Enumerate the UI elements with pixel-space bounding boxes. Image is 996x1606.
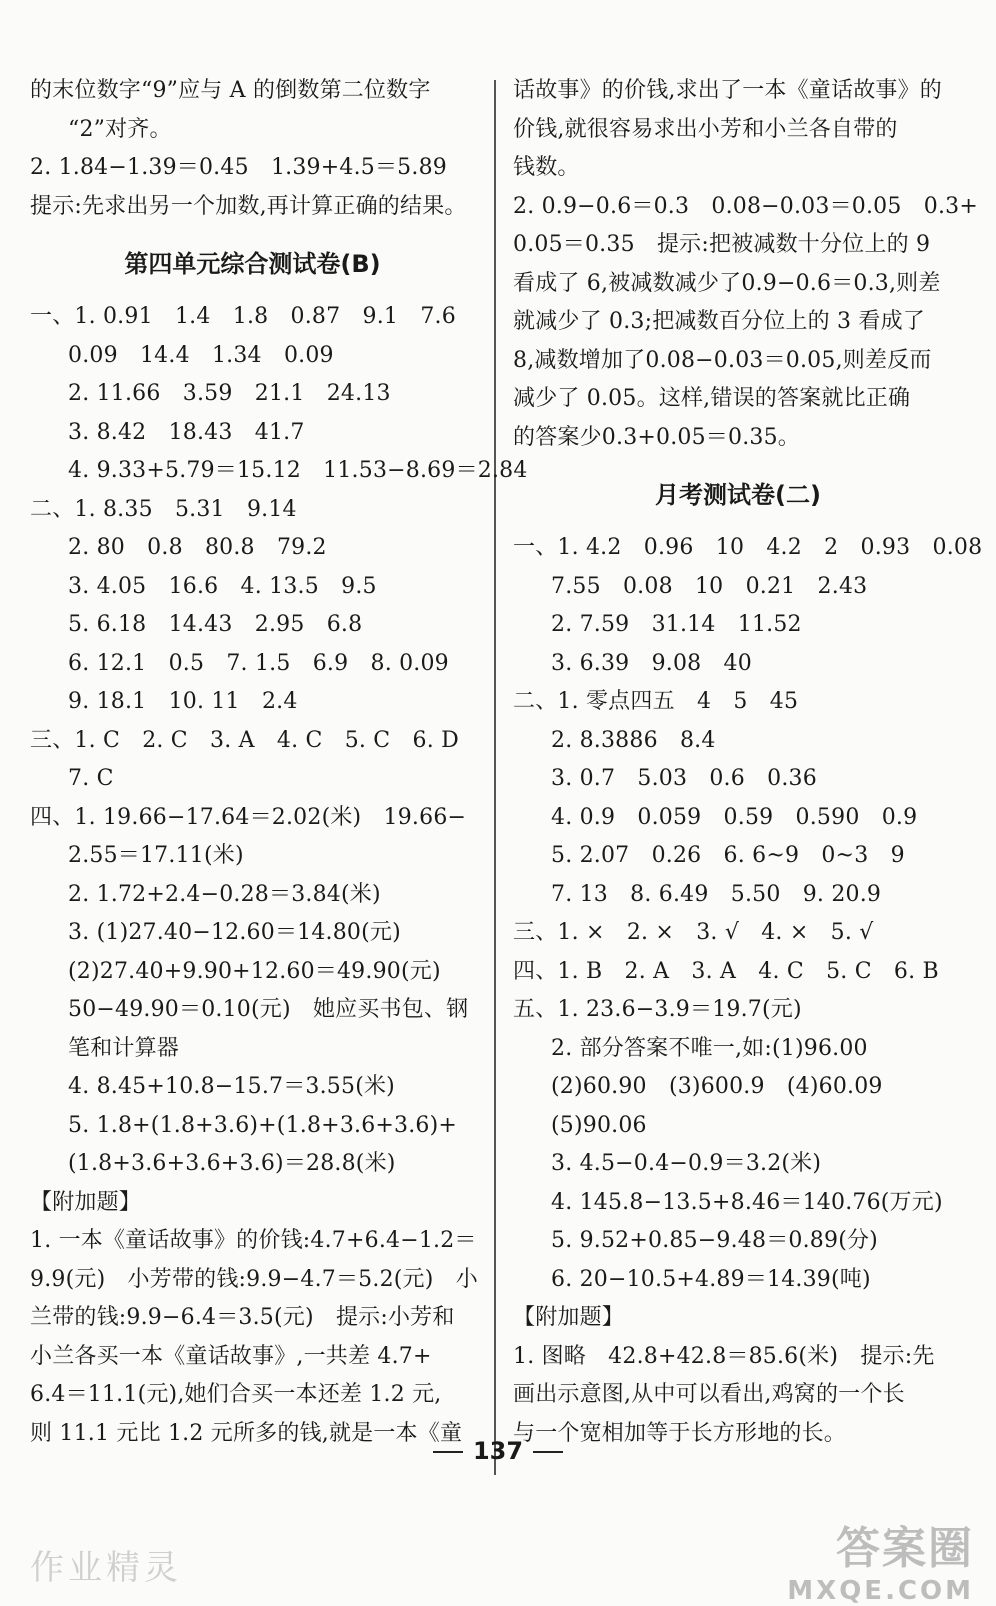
text-line: 4. 145.8−13.5+8.46＝140.76(万元) <box>551 1189 943 1215</box>
text-line: 四、1. B 2. A 3. A 4. C 5. C 6. B <box>513 958 939 984</box>
text-line: 0.09 14.4 1.34 0.09 <box>68 342 334 368</box>
watermark-bottom-right <box>787 1512 974 1606</box>
text-line: 2. 1.72+2.4−0.28＝3.84(米) <box>68 881 381 907</box>
text-line: 8,减数增加了0.08−0.03＝0.05,则差反而 <box>513 347 932 373</box>
text-line: 三、1. × 2. × 3. √ 4. × 5. √ <box>513 920 874 945</box>
text-line: 2. 1.84−1.39＝0.45 1.39+4.5＝5.89 <box>30 155 447 180</box>
page-number-dash <box>433 1451 463 1453</box>
text-line: 价钱,就很容易求出小芳和小兰各自带的 <box>513 116 898 142</box>
text-line: 的答案少0.3+0.05＝0.35。 <box>513 424 800 450</box>
text-line: 小兰各买一本《童话故事》,一共差 4.7+ <box>30 1343 432 1369</box>
text-line: 0.05＝0.35 提示:把被减数十分位上的 9 <box>513 232 931 257</box>
text-line: 则 11.1 元比 1.2 元所多的钱,就是一本《童 <box>30 1420 463 1446</box>
text-line: 话故事》的价钱,求出了一本《童话故事》的 <box>513 78 942 103</box>
text-line: 7.55 0.08 10 0.21 2.43 <box>551 573 868 599</box>
text-line: 2. 0.9−0.6＝0.3 0.08−0.03＝0.05 0.3+ <box>513 193 978 219</box>
text-line: 一、1. 0.91 1.4 1.8 0.87 9.1 7.6 <box>30 304 456 329</box>
text-line: 1. 一本《童话故事》的价钱:4.7+6.4−1.2＝ <box>30 1228 477 1253</box>
text-line: 3. 0.7 5.03 0.6 0.36 <box>551 766 817 791</box>
page-number <box>0 1437 996 1465</box>
text-line: 4. 8.45+10.8−15.7＝3.55(米) <box>68 1074 395 1099</box>
text-line: 2. 部分答案不唯一,如:(1)96.00 <box>551 1035 868 1061</box>
text-line: 6. 12.1 0.5 7. 1.5 6.9 8. 0.09 <box>68 650 449 676</box>
text-line: 三、1. C 2. C 3. A 4. C 5. C 6. D <box>30 727 459 753</box>
text-line: 五、1. 23.6−3.9＝19.7(元) <box>513 997 802 1022</box>
text-line: 2. 7.59 31.14 11.52 <box>551 612 802 637</box>
text-line: 3. 4.05 16.6 4. 13.5 9.5 <box>68 573 377 599</box>
watermark-bottom-left: 作业精灵 <box>30 1548 182 1588</box>
section-title: 第四单元综合测试卷(B) <box>124 250 381 278</box>
text-line: 7. 13 8. 6.49 5.50 9. 20.9 <box>551 881 882 907</box>
text-line: 二、1. 8.35 5.31 9.14 <box>30 496 297 522</box>
text-line: 9. 18.1 10. 11 2.4 <box>68 689 298 714</box>
page-number-text: 137 <box>472 1437 524 1465</box>
text-line: 【附加题】 <box>513 1305 625 1330</box>
watermark-logo-text: 答案圈 <box>836 1523 974 1574</box>
text-line: 的末位数字“9”应与 A 的倒数第二位数字 <box>30 78 431 103</box>
page-number-dash <box>533 1451 563 1453</box>
text-line: 1. 图略 42.8+42.8＝85.6(米) 提示:先 <box>513 1343 935 1369</box>
text-line: 50−49.90＝0.10(元) 她应买书包、钢 <box>68 997 469 1022</box>
text-line: 2.55＝17.11(米) <box>68 843 244 868</box>
text-line: (5)90.06 <box>551 1112 647 1138</box>
text-line: 笔和计算器 <box>68 1035 180 1061</box>
text-line: 提示:先求出另一个加数,再计算正确的结果。 <box>30 193 467 219</box>
text-line: 与一个宽相加等于长方形地的长。 <box>513 1420 847 1446</box>
text-line: 2. 8.3886 8.4 <box>551 727 716 753</box>
right-column <box>513 72 983 1453</box>
text-line: 5. 2.07 0.26 6. 6~9 0~3 9 <box>551 843 905 868</box>
text-line: 3. 6.39 9.08 40 <box>551 650 752 676</box>
watermark-url-text: MXQE.COM <box>787 1576 974 1606</box>
text-line: (2)27.40+9.90+12.60＝49.90(元) <box>68 958 441 984</box>
column-divider <box>494 80 496 1475</box>
text-line: 2. 80 0.8 80.8 79.2 <box>68 535 327 560</box>
text-line: 减少了 0.05。这样,错误的答案就比正确 <box>513 386 911 411</box>
section-title: 月考测试卷(二) <box>655 481 821 509</box>
text-line: 兰带的钱:9.9−6.4＝3.5(元) 提示:小芳和 <box>30 1305 455 1330</box>
text-line: 6.4＝11.1(元),她们合买一本还差 1.2 元, <box>30 1382 442 1407</box>
text-line: 9.9(元) 小芳带的钱:9.9−4.7＝5.2(元) 小 <box>30 1266 478 1292</box>
text-line: 四、1. 19.66−17.64＝2.02(米) 19.66− <box>30 804 467 830</box>
text-line: 【附加题】 <box>30 1189 142 1215</box>
text-line: 3. 4.5−0.4−0.9＝3.2(米) <box>551 1151 822 1176</box>
text-line: (2)60.90 (3)600.9 (4)60.09 <box>551 1074 883 1099</box>
text-line: 7. C <box>68 766 114 791</box>
text-line: 5. 1.8+(1.8+3.6)+(1.8+3.6+3.6)+ <box>68 1112 458 1138</box>
text-line: 3. 8.42 18.43 41.7 <box>68 419 305 445</box>
text-line: (1.8+3.6+3.6+3.6)＝28.8(米) <box>68 1151 396 1176</box>
text-line: 就减少了 0.3;把减数百分位上的 3 看成了 <box>513 309 925 334</box>
text-line: 二、1. 零点四五 4 5 45 <box>513 689 799 714</box>
text-line: 5. 9.52+0.85−9.48＝0.89(分) <box>551 1228 878 1253</box>
text-line: 4. 9.33+5.79＝15.12 11.53−8.69＝2.84 <box>68 458 528 483</box>
text-line: 5. 6.18 14.43 2.95 6.8 <box>68 612 363 637</box>
text-line: 一、1. 4.2 0.96 10 4.2 2 0.93 0.08 <box>513 535 983 560</box>
text-line: “2”对齐。 <box>68 116 172 142</box>
text-line: 画出示意图,从中可以看出,鸡窝的一个长 <box>513 1382 905 1407</box>
text-line: 钱数。 <box>513 155 580 180</box>
text-line: 4. 0.9 0.059 0.59 0.590 0.9 <box>551 804 918 830</box>
text-line: 6. 20−10.5+4.89＝14.39(吨) <box>551 1266 871 1292</box>
text-line: 看成了 6,被减数减少了0.9−0.6＝0.3,则差 <box>513 270 941 296</box>
text-line: 3. (1)27.40−12.60＝14.80(元) <box>68 920 401 945</box>
text-line: 2. 11.66 3.59 21.1 24.13 <box>68 381 391 406</box>
